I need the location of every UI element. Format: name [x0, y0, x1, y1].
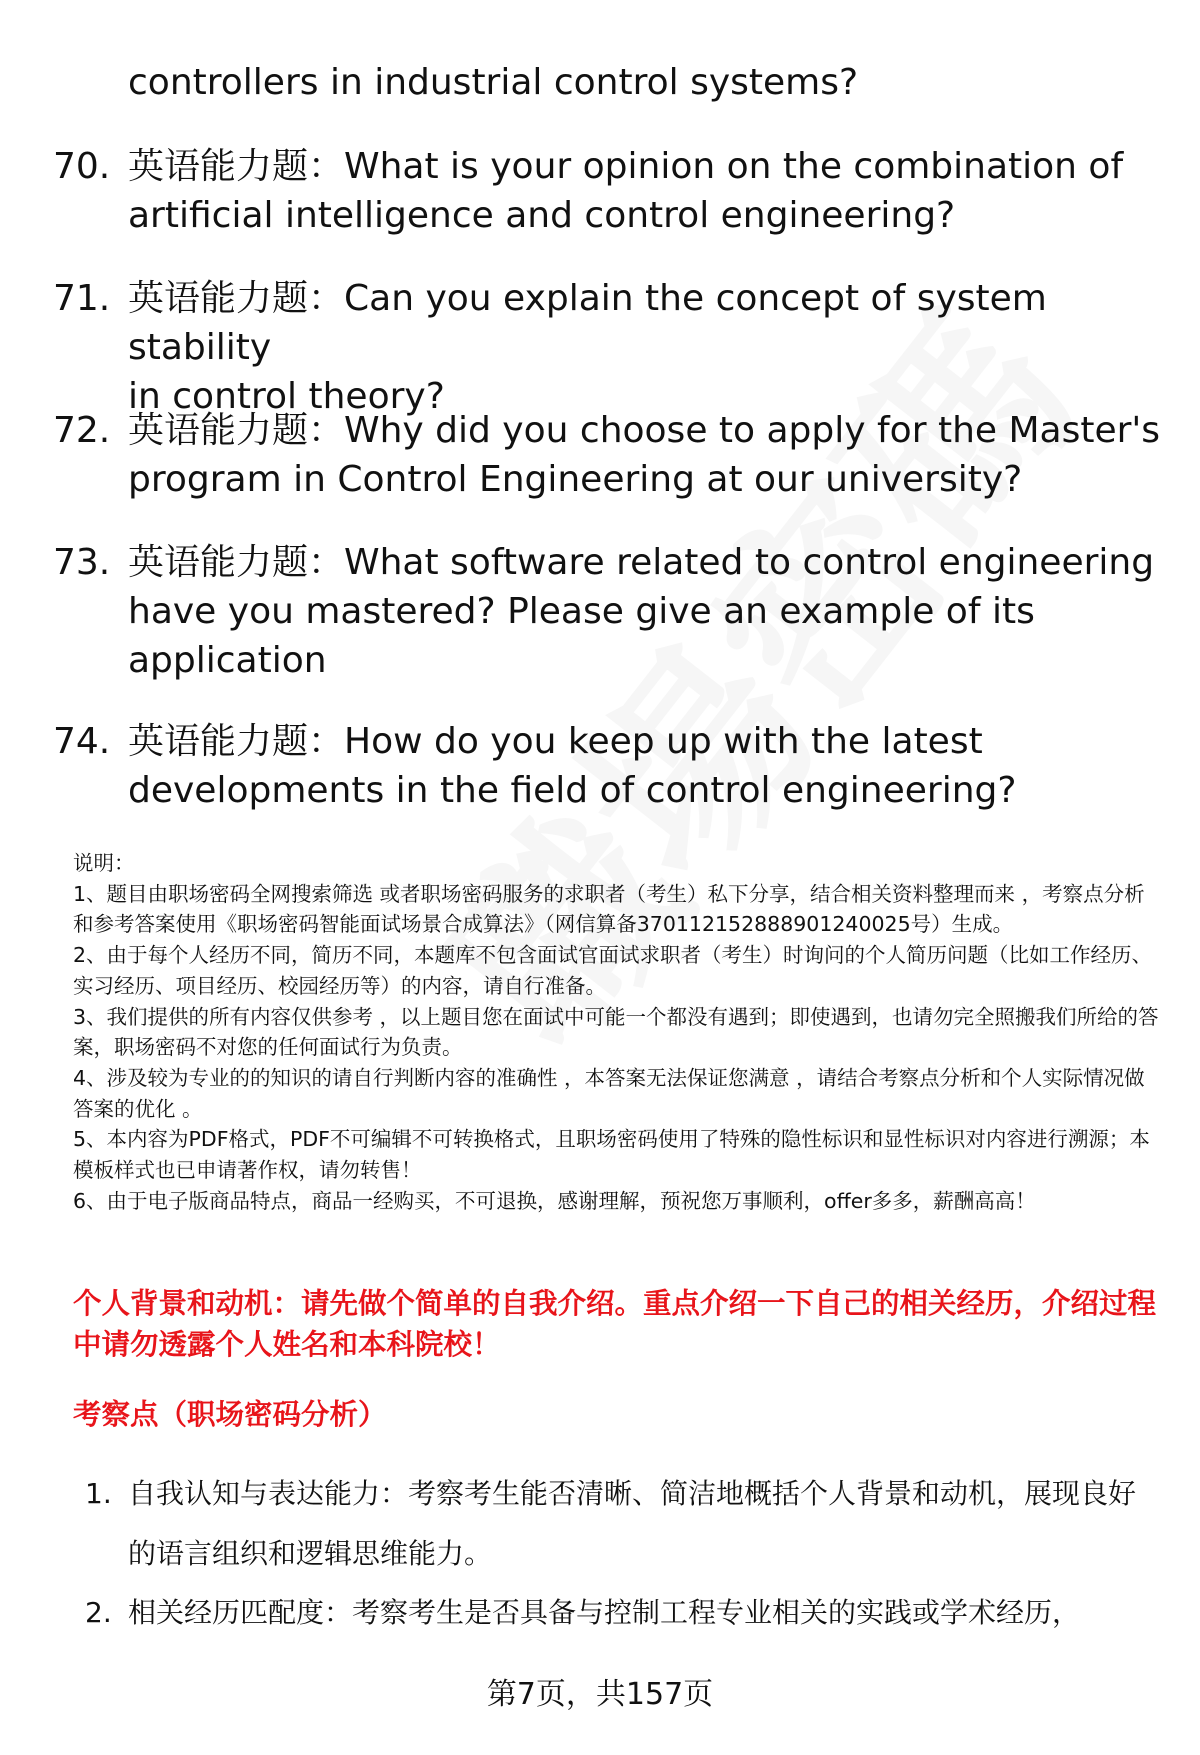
notes-section — [73, 848, 1163, 1216]
list-text: 相关经历匹配度：考察考生是否具备与控制工程专业相关的实践或学术经历， — [128, 1596, 1081, 1629]
question-text: 英语能力题：Can you explain the concept of system stability in control theory? — [128, 278, 1047, 417]
question-text: 英语能力题：Why did you choose to apply for the Master's program in Control Engineering at our university? — [128, 410, 1161, 500]
analysis-heading: 考察点（职场密码分析） — [73, 1398, 387, 1431]
list-number: 2. — [85, 1596, 112, 1629]
question-text: controllers in industrial control systems? — [128, 62, 859, 103]
question-number: 71. — [53, 278, 111, 319]
note-item: 2、由于每个人经历不同，简历不同，本题库不包含面试官面试求职者（考生）时询问的个人简历问题（比如工作经历、实习经历、项目经历、校园经历等）的内容，请自行准备。 — [73, 943, 1153, 998]
note-item: 4、涉及较为专业的的知识的请自行判断内容的准确性 ，本答案无法保证您满意 ，请结合考察点分析和个人实际情况做答案的优化 。 — [73, 1065, 1145, 1121]
list-number: 1. — [85, 1477, 112, 1510]
note-item: 5、本内容为PDF格式，PDF不可编辑不可转换格式，且职场密码使用了特殊的隐性标识和显性标识对内容进行溯源；本模板样式也已申请著作权，请勿转售！ — [73, 1127, 1150, 1183]
page-footer: 第7页，共157页 — [486, 1677, 714, 1712]
question-heading: 个人背景和动机：请先做个简单的自我介绍。重点介绍一下自己的相关经历，介绍过程中请勿透露个人姓名和本科院校！ — [73, 1287, 1157, 1361]
question-number: 73. — [53, 542, 111, 583]
note-item: 3、我们提供的所有内容仅供参考 ，以上题目您在面试中可能一个都没有遇到；即使遇到，也请勿完全照搬我们所给的答案，职场密码不对您的任何面试行为负责。 — [73, 1004, 1159, 1060]
list-text: 自我认知与表达能力：考察考生能否清晰、简洁地概括个人背景和动机，展现良好的语言组织和逻辑思维能力。 — [128, 1477, 1137, 1570]
question-text: 英语能力题：How do you keep up with the latest developments in the field of control engineering? — [128, 721, 1017, 811]
question-number: 72. — [53, 410, 111, 451]
notes-title: 说明： — [73, 851, 135, 875]
question-text: 英语能力题：What is your opinion on the combination of artificial intelligence and control engineering? — [128, 146, 1124, 236]
question-number: 70. — [53, 146, 111, 187]
note-item: 6、由于电子版商品特点，商品一经购买，不可退换，感谢理解，预祝您万事顺利，offer多多，薪酬高高！ — [73, 1188, 1036, 1213]
question-text: 英语能力题：What software related to control engineering have you mastered? Please give an example of its application — [128, 542, 1155, 681]
note-item: 1、题目由职场密码全网搜索筛选 或者职场密码服务的求职者（考生）私下分享，结合相关资料整理而来 ，考察点分析和参考答案使用《职场密码智能面试场景合成算法》（网信算备370112152888901240025号）生成。 — [73, 881, 1145, 937]
question-number: 74. — [53, 721, 111, 762]
